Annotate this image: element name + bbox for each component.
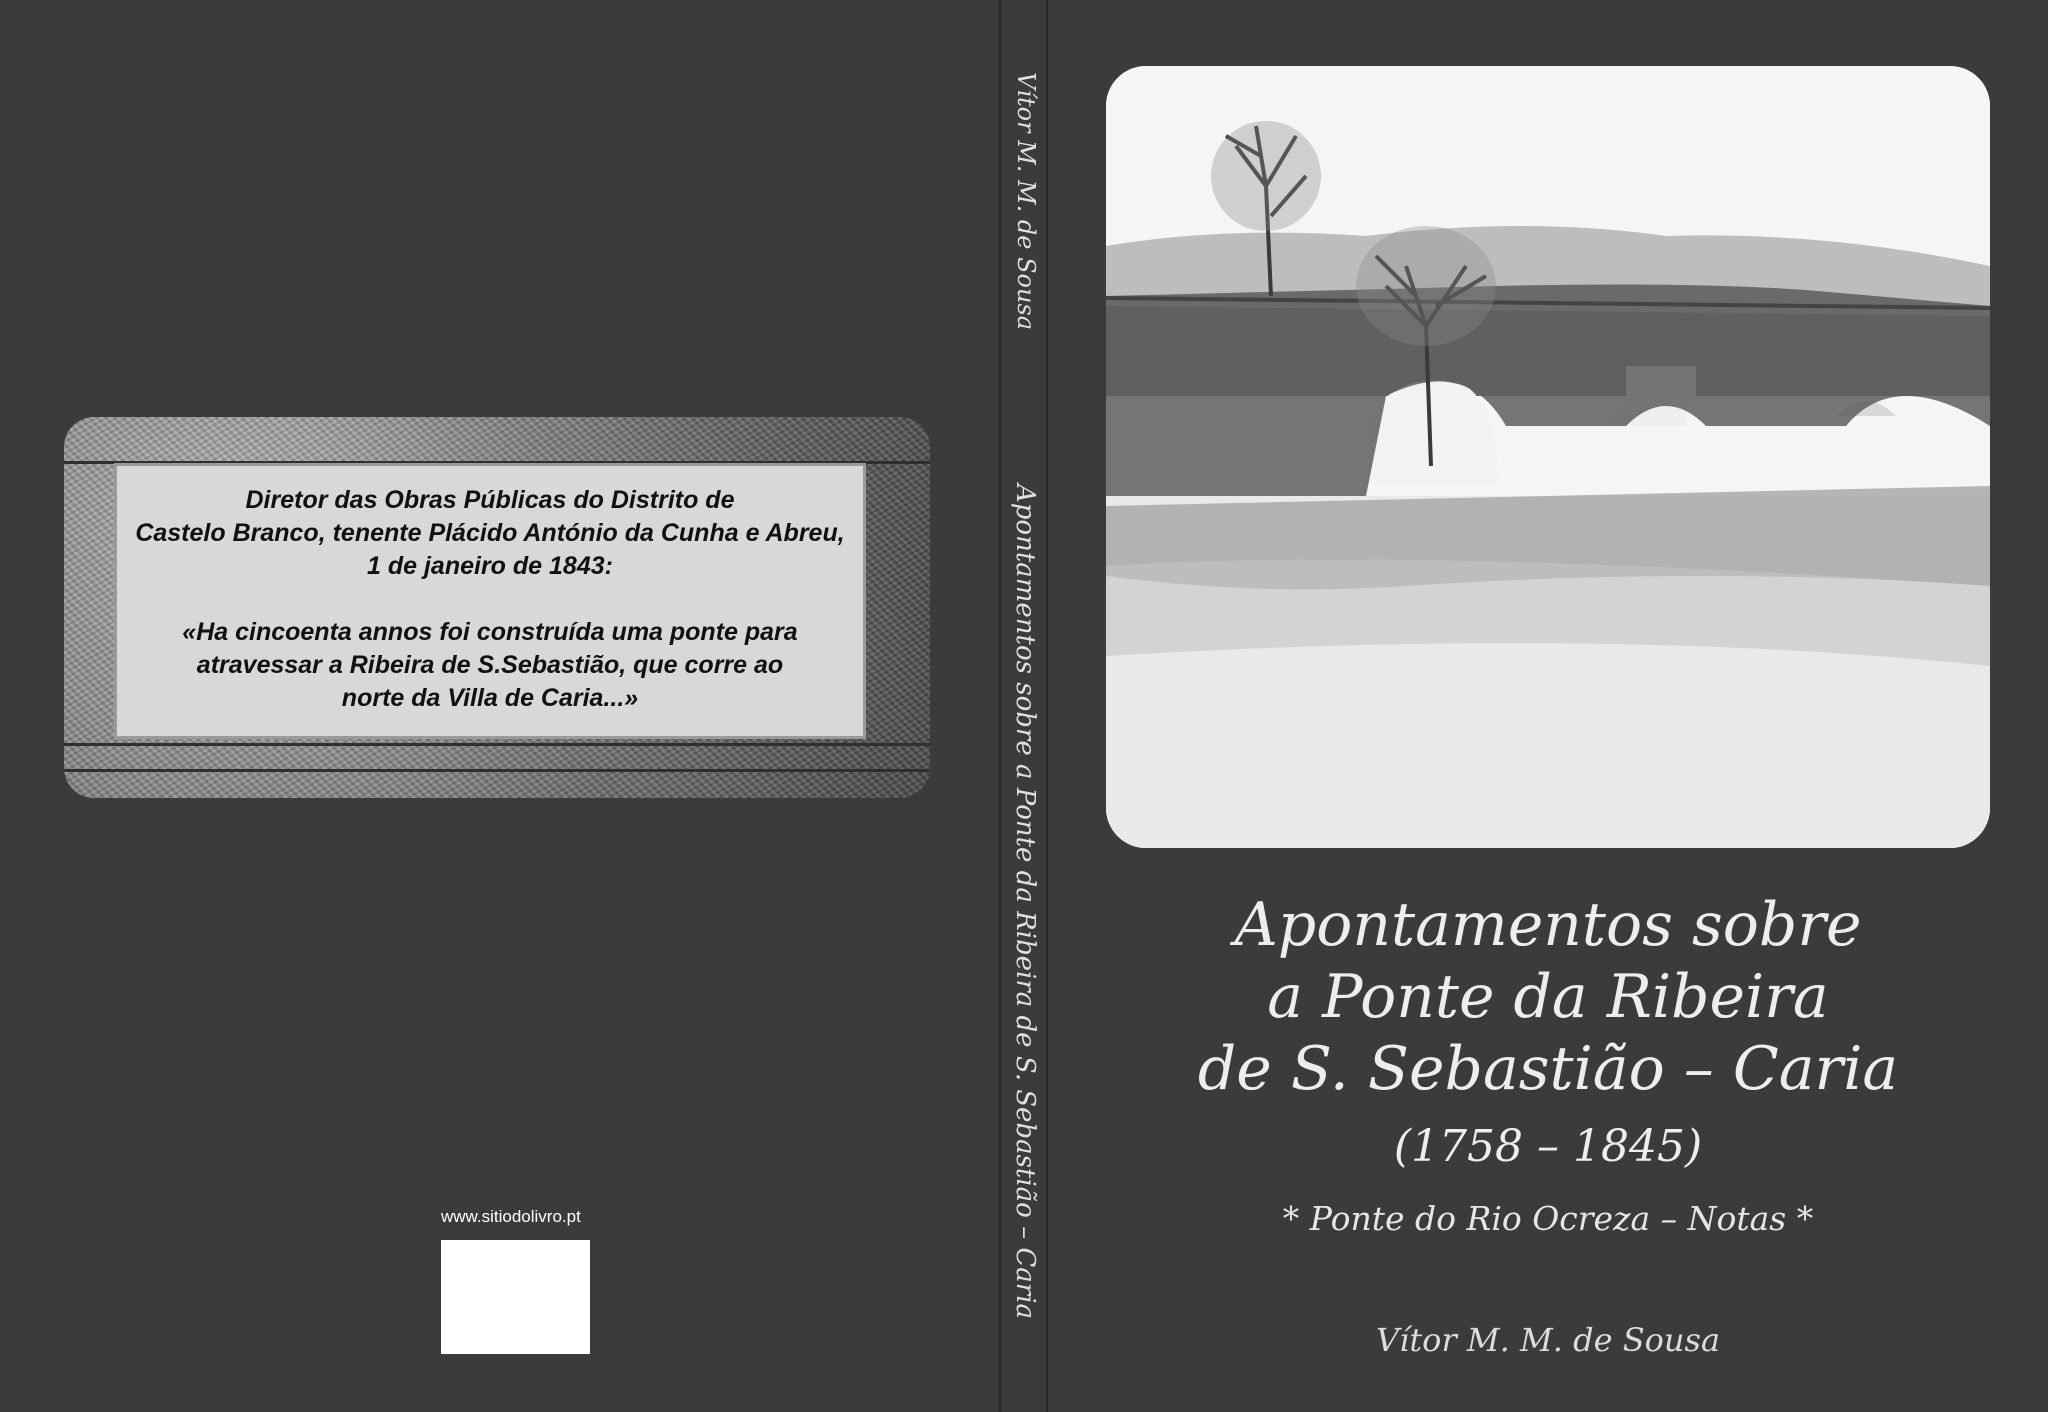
title-dates: (1758 – 1845)	[1393, 1121, 1703, 1172]
stone-joint	[64, 769, 930, 772]
spine-left-edge	[999, 0, 1001, 1412]
quote-line: 1 de janeiro de 1843:	[367, 552, 613, 580]
spine-title: Apontamentos sobre a Ponte da Ribeira de S. Sebastião – Caria	[1010, 484, 1040, 1320]
title-line: de S. Sebastião – Caria	[1197, 1034, 1899, 1104]
spine-author: Vítor M. M. de Sousa	[1012, 72, 1040, 331]
stone-plaque	[64, 417, 930, 798]
barcode-area	[441, 1240, 590, 1354]
quote-panel	[114, 463, 866, 739]
quote-text	[117, 484, 863, 715]
title-line: Apontamentos sobre	[1234, 890, 1862, 960]
title-line: a Ponte da Ribeira	[1267, 962, 1829, 1032]
quote-line: atravessar a Ribeira de S.Sebastião, que corre ao	[196, 651, 784, 679]
quote-line: norte da Villa de Caria...»	[341, 684, 639, 712]
quote-line: Diretor das Obras Públicas do Distrito de	[245, 486, 735, 514]
quote-line: Castelo Branco, tenente Plácido António da Cunha e Abreu,	[135, 519, 845, 547]
publisher-website: www.sitiodolivro.pt	[441, 1207, 581, 1226]
stone-joint	[64, 743, 930, 746]
quote-line: «Ha cincoenta annos foi construída uma ponte para	[182, 618, 798, 646]
subtitle: * Ponte do Rio Ocreza – Notas *	[1282, 1199, 1814, 1238]
author-name: Vítor M. M. de Sousa	[1375, 1321, 1721, 1359]
spine-right-edge	[1046, 0, 1048, 1412]
bridge-photo	[1106, 66, 1990, 848]
